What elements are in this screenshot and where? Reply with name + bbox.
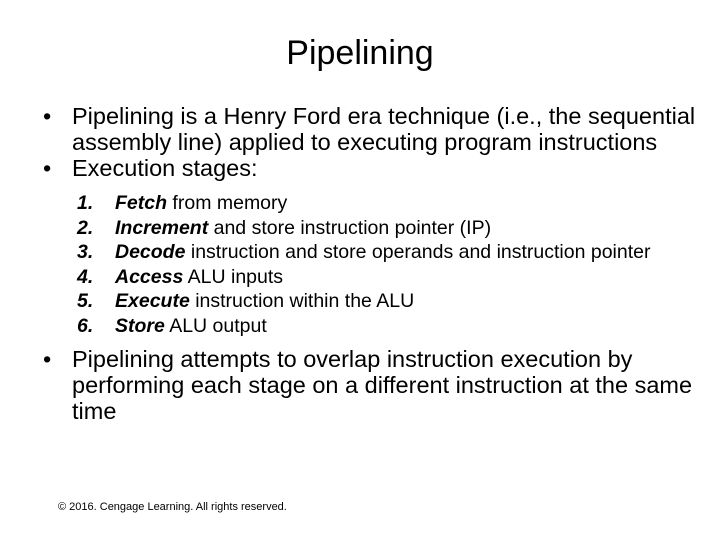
bullet-text: Pipelining attempts to overlap instruction execution by performing each stage on a different instruction at the same time [72, 346, 693, 424]
stage-item [77, 240, 696, 265]
stage-text: from memory [167, 192, 288, 214]
stage-item [77, 216, 696, 241]
stage-keyword: Fetch [115, 192, 168, 214]
bullet-marker: • [43, 155, 52, 181]
bullet-text: Execution stages: [72, 155, 258, 181]
bullet-item [36, 103, 696, 155]
stage-text: and store instruction pointer (IP) [208, 216, 492, 239]
bullet-text: Pipelining is a Henry Ford era technique (i.e., the sequential assembly line) applied to executing program instructions [72, 103, 696, 155]
stage-number: 6. [77, 314, 94, 337]
stage-text: instruction and store operands and instruction pointer [185, 241, 651, 263]
stage-keyword: Increment [115, 216, 209, 239]
bullet-item [36, 346, 696, 424]
stage-keyword: Execute [115, 290, 190, 312]
bullet-marker: • [43, 346, 52, 372]
copyright-footer: © 2016. Cengage Learning. All rights reserved. [58, 501, 287, 513]
stage-item [77, 191, 696, 216]
stage-number: 4. [77, 265, 94, 288]
execution-stages-list [36, 191, 696, 338]
stage-number: 2. [77, 216, 94, 239]
bullet-item [36, 155, 696, 181]
stage-text: ALU inputs [183, 265, 284, 288]
stage-number: 5. [77, 290, 94, 312]
stage-text: ALU output [164, 314, 267, 337]
stage-text: instruction within the ALU [189, 290, 415, 312]
stage-number: 3. [77, 241, 94, 263]
stage-item [77, 314, 696, 339]
stage-keyword: Decode [115, 241, 186, 263]
bullet-list [36, 103, 696, 424]
stage-number: 1. [77, 192, 94, 214]
stage-item [77, 265, 696, 290]
stage-keyword: Store [115, 314, 165, 337]
slide-title: Pipelining [286, 34, 434, 72]
stage-item [77, 289, 696, 314]
bullet-marker: • [43, 103, 52, 129]
stage-keyword: Access [115, 265, 184, 288]
